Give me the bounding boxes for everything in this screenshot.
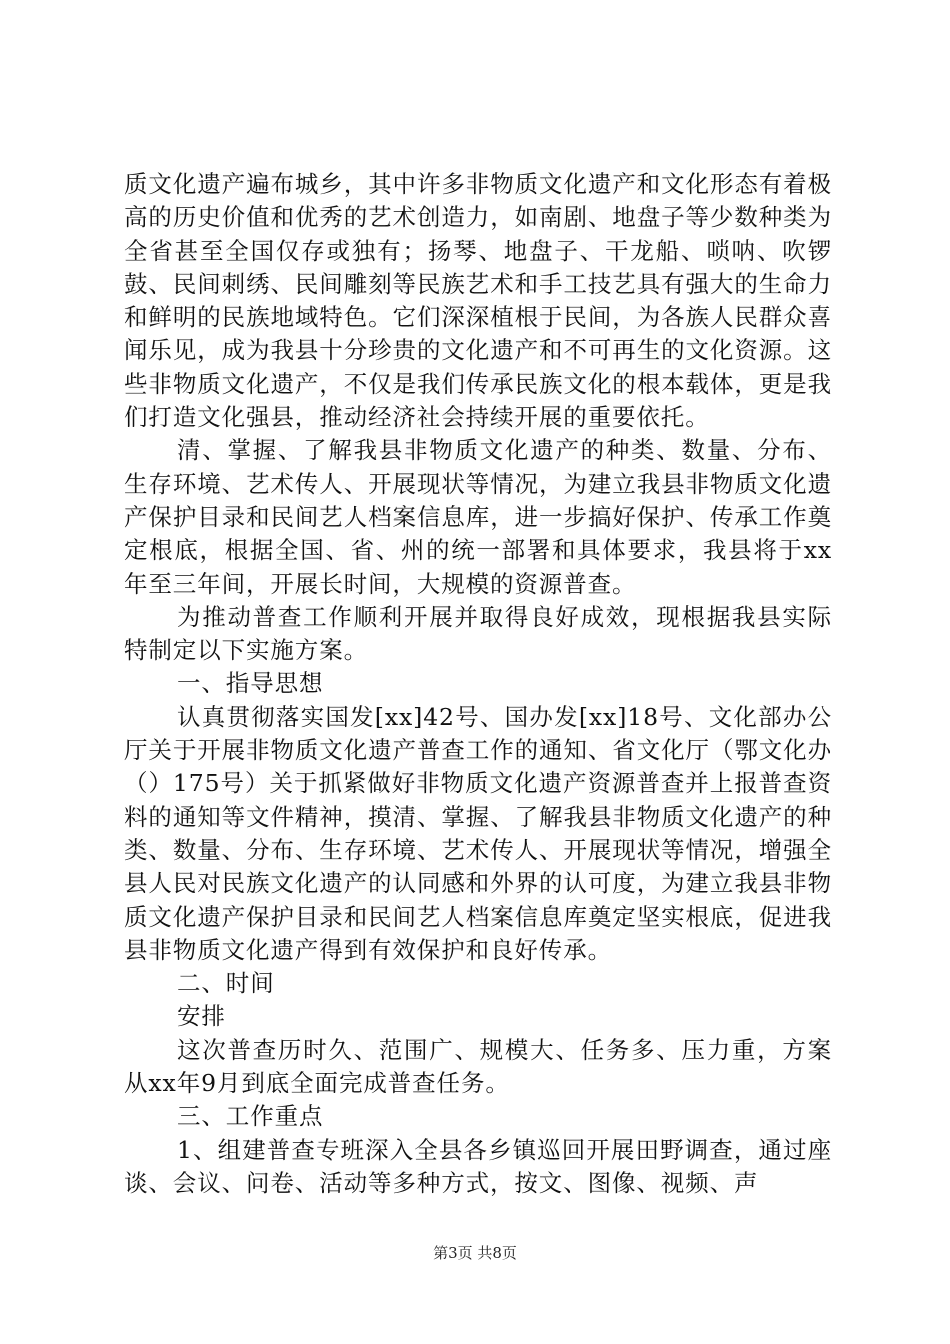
paragraph-plan-intro: 为推动普查工作顺利开展并取得良好成效，现根据我县实际特制定以下实施方案。: [124, 602, 832, 665]
section-heading-guiding-ideology: 一、指导思想: [177, 669, 324, 698]
section-heading-time: 二、时间: [177, 969, 275, 998]
paragraph-schedule: 这次普查历时久、范围广、规模大、任务多、压力重，方案从xx年9月到底全面完成普查任务。: [124, 1035, 832, 1098]
paragraph-heritage-overview: 质文化遗产遍布城乡，其中许多非物质文化遗产和文化形态有着极高的历史价值和优秀的艺术创造力，如南剧、地盘子等少数种类为全省甚至全国仅存或独有；扬琴、地盘子、干龙船、唢呐、吹锣鼓、民间刺绣、民间雕刻等民族艺术和手工技艺具有强大的生命力和鲜明的民族地域特色。它们深深植根于民间，为各族人民群众喜闻乐见，成为我县十分珍贵的文化遗产和不可再生的文化资源。这些非物质文化遗产，不仅是我们传承民族文化的根本载体，更是我们打造文化强县，推动经济社会持续开展的重要依托。: [124, 170, 832, 432]
section-heading-arrangement: 安排: [177, 1002, 226, 1031]
paragraph-guiding-ideology: 认真贯彻落实国发[xx]42号、国办发[xx]18号、文化部办公厅关于开展非物质文化遗产普查工作的通知、省文化厅（鄂文化办（）175号）关于抓紧做好非物质文化遗产资源普查并上报普查资料的通知等文件精神，摸清、掌握、了解我县非物质文化遗产的种类、数量、分布、生存环境、艺术传人、开展现状等情况，增强全县人民对民族文化遗产的认同感和外界的认可度，为建立我县非物质文化遗产保护目录和民间艺人档案信息库奠定坚实根底，促进我县非物质文化遗产得到有效保护和良好传承。: [124, 702, 832, 964]
document-body: [124, 168, 832, 1200]
paragraph-work-item-1: 1、组建普查专班深入全县各乡镇巡回开展田野调查，通过座谈、会议、问卷、活动等多种方式，按文、图像、视频、声: [124, 1135, 832, 1197]
page-footer: 第3页 共8页: [433, 1244, 517, 1262]
paragraph-survey-purpose: 清、掌握、了解我县非物质文化遗产的种类、数量、分布、生存环境、艺术传人、开展现状等情况，为建立我县非物质文化遗产保护目录和民间艺人档案信息库，进一步搞好保护、传承工作奠定根底，根据全国、省、州的统一部署和具体要求，我县将于xx年至三年间，开展长时间，大规模的资源普查。: [124, 436, 832, 598]
section-heading-work-focus: 三、工作重点: [177, 1102, 324, 1131]
